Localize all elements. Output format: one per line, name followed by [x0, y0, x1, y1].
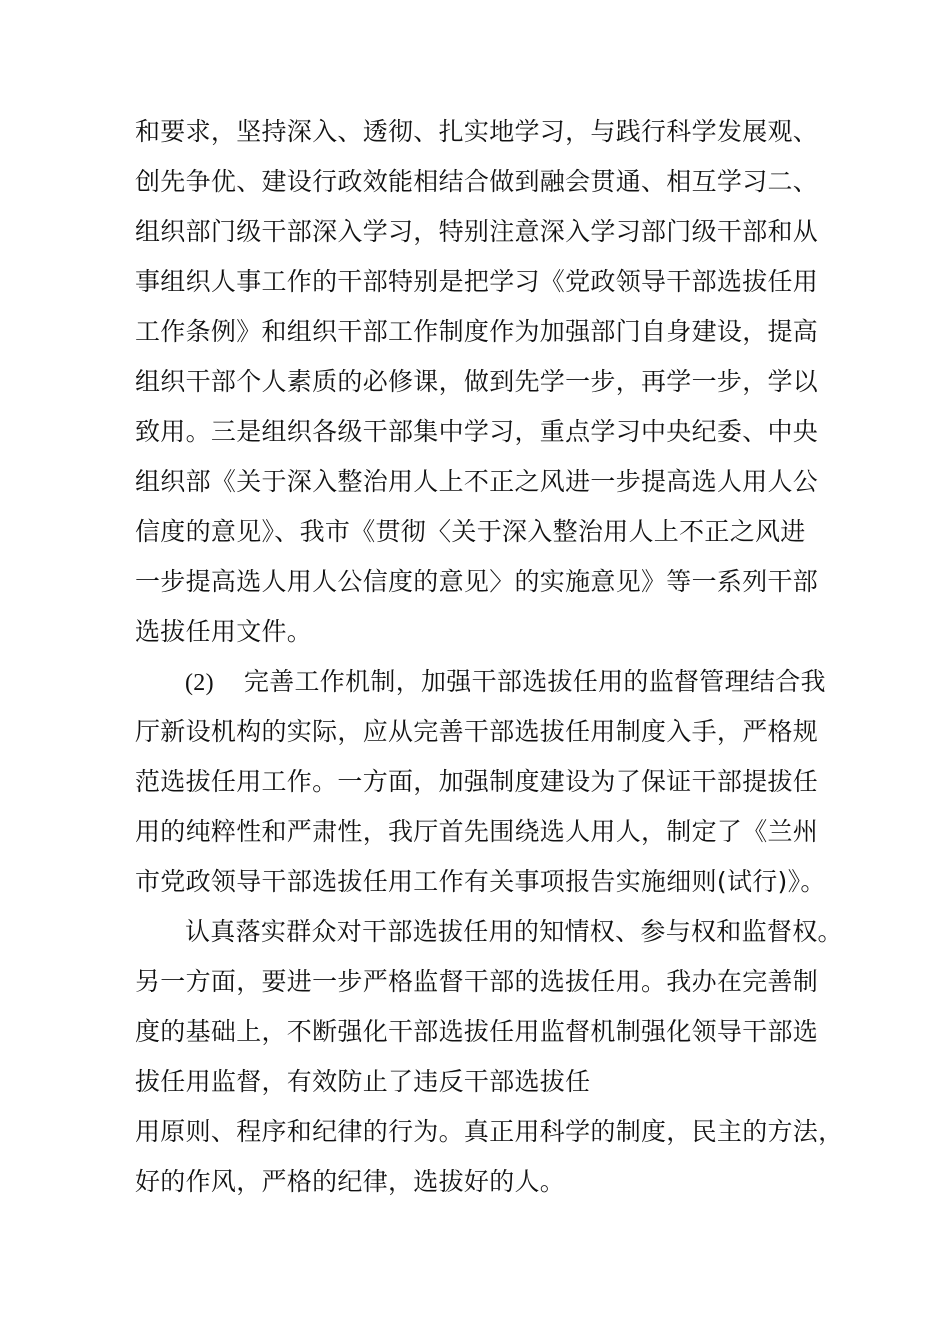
paragraph-first-line: 认真落实群众对干部选拔任用的知情权、参与权和监督权。 — [185, 917, 843, 946]
text-line: 用的纯粹性和严肃性，我厅首先围绕选人用人，制定了《兰州 — [135, 817, 819, 846]
text-line: 和要求，坚持深入、透彻、扎实地学习，与践行科学发展观、 — [135, 117, 819, 146]
text-line: 信度的意见》、我市《贯彻〈关于深入整治用人上不正之风进 — [135, 517, 806, 546]
text-line: 一步提高选人用人公信度的意见〉的实施意见》等一系列干部 — [135, 567, 819, 596]
text-line: 事组织人事工作的干部特别是把学习《党政领导干部选拔任用 — [135, 267, 819, 296]
text-line: 好的作风，严格的纪律，选拔好的人。 — [135, 1167, 566, 1196]
section-heading-line — [185, 666, 826, 699]
section-number: (2) — [185, 670, 214, 696]
text-line: 市党政领导干部选拔任用工作有关事项报告实施细则(试行)》。 — [135, 867, 826, 896]
text-line: 组织干部个人素质的必修课，做到先学一步，再学一步，学以 — [135, 367, 819, 396]
text-line: 创先争优、建设行政效能相结合做到融会贯通、相互学习二、 — [135, 167, 819, 196]
text-line: 拔任用监督，有效防止了违反干部选拔任 — [135, 1067, 591, 1096]
text-line: 范选拔任用工作。一方面，加强制度建设为了保证干部提拔任 — [135, 767, 819, 796]
text-line: 用原则、程序和纪律的行为。真正用科学的制度，民主的方法， — [135, 1117, 844, 1146]
text-line: 工作条例》和组织干部工作制度作为加强部门自身建设，提高 — [135, 317, 819, 346]
text-line: 度的基础上，不断强化干部选拔任用监督机制强化领导干部选 — [135, 1017, 819, 1046]
text-line: 致用。三是组织各级干部集中学习，重点学习中央纪委、中央 — [135, 417, 819, 446]
text-line: 厅新设机构的实际，应从完善干部选拔任用制度入手，严格规 — [135, 717, 819, 746]
text-line: 另一方面，要进一步严格监督干部的选拔任用。我办在完善制 — [135, 967, 819, 996]
section-heading-text: 完善工作机制，加强干部选拔任用的监督管理结合我 — [243, 667, 826, 696]
text-line: 组织部门级干部深入学习，特别注意深入学习部门级干部和从 — [135, 217, 819, 246]
text-line: 选拔任用文件。 — [135, 617, 313, 646]
text-line: 组织部《关于深入整治用人上不正之风进一步提高选人用人公 — [135, 467, 819, 496]
